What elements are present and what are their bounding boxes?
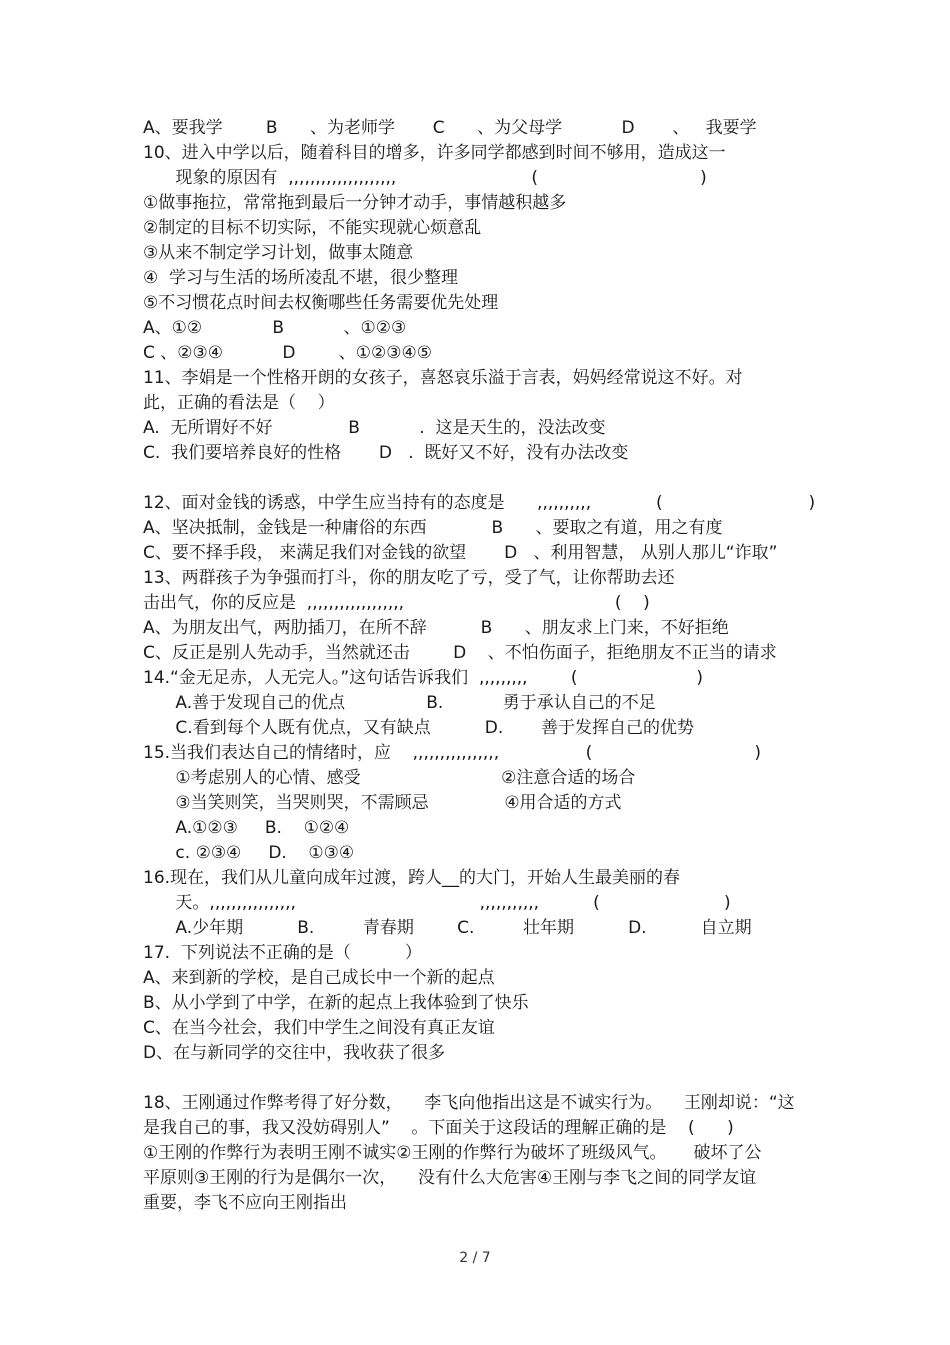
text-line: 10、进入中学以后，随着科目的增多，许多同学都感到时间不够用，造成这一 [143, 143, 726, 163]
text-line: 击出气，你的反应是 ,,,,,,,,,,,,,,,,,, ( ) [143, 593, 650, 613]
text-line: 现象的原因有 ,,,,,,,,,,,,,,,,,,,, ( ) [143, 168, 707, 188]
text-line: ④ 学习与生活的场所凌乱不堪，很少整理 [143, 268, 459, 288]
text-line: A.善于发现自己的优点 B. 勇于承认自己的不足 [143, 693, 656, 713]
text-line: ①王刚的作弊行为表明王刚不诚实②王刚的作弊行为破坏了班级风气。 破坏了公 [143, 1143, 762, 1163]
text-line: D、在与新同学的交往中，我收获了很多 [143, 1043, 446, 1063]
text-line: ③从来不制定学习计划，做事太随意 [143, 243, 414, 263]
text-line: 11、李娟是一个性格开朗的女孩子，喜怒哀乐溢于言表，妈妈经常说这不好。对 [143, 368, 743, 388]
text-line: C 、②③④ D 、①②③④⑤ [143, 343, 432, 363]
text-line: 重要，李飞不应向王刚指出 [143, 1193, 347, 1213]
text-line: C、在当今社会，我们中学生之间没有真正友谊 [143, 1018, 495, 1038]
text-line: A、来到新的学校，是自己成长中一个新的起点 [143, 968, 495, 988]
text-line: ⑤不习惯花点时间去权衡哪些任务需要优先处理 [143, 293, 499, 313]
text-line: 18、王刚通过作弊考得了好分数， 李飞向他指出这是不诚实行为。 王刚却说：“这 [143, 1093, 795, 1113]
text-line: 12、面对金钱的诱惑，中学生应当持有的态度是 ,,,,,,,,,, ( ) [143, 493, 816, 513]
text-line: 16.现在，我们从儿童向成年过渡，跨人__的大门，开始人生最美丽的春 [143, 868, 681, 888]
text-line: C. 我们要培养良好的性格 D . 既好又不好，没有办法改变 [143, 443, 629, 463]
text-line: 此，正确的看法是（ ） [143, 393, 335, 413]
text-line: B、从小学到了中学，在新的起点上我体验到了快乐 [143, 993, 529, 1013]
text-line: 是我自己的事，我又没妨碍别人” 。下面关于这段话的理解正确的是 ( ) [143, 1118, 734, 1138]
text-line: 天。,,,,,,,,,,,,,,,, ,,,,,,,,,,, ( ) [143, 893, 731, 913]
text-line: 13、两群孩子为争强而打斗，你的朋友吃了亏，受了气，让你帮助去还 [143, 568, 675, 588]
text-line: A.少年期 B. 青春期 C. 壮年期 D. 自立期 [143, 918, 752, 938]
text-line: ①考虑别人的心情、感受 ②注意合适的场合 [143, 768, 636, 788]
text-line: ②制定的目标不切实际，不能实现就心烦意乱 [143, 218, 482, 238]
text-line: A、坚决抵制，金钱是一种庸俗的东西 B 、要取之有道，用之有度 [143, 518, 723, 538]
text-line: ③当笑则笑，当哭则哭，不需顾忌 ④用合适的方式 [143, 793, 622, 813]
text-line: C.看到每个人既有优点，又有缺点 D. 善于发挥自己的优势 [143, 718, 695, 738]
text-line: A. 无所谓好不好 B . 这是天生的，没法改变 [143, 418, 606, 438]
text-line: A、要我学 B 、为老师学 C 、为父母学 D 、 我要学 [143, 118, 757, 138]
text-line: C、要不择手段， 来满足我们对金钱的欲望 D 、利用智慧， 从别人那儿“诈取” [143, 543, 778, 563]
text-line: c. ②③④ D. ①③④ [143, 843, 355, 863]
text-line: C、反正是别人先动手，当然就还击 D 、不怕伤面子，拒绝朋友不正当的请求 [143, 643, 777, 663]
text-line: A、①② B 、①②③ [143, 318, 407, 338]
text-line: 平原则③王刚的行为是偶尔一次， 没有什么大危害④王刚与李飞之间的同学友谊 [143, 1168, 757, 1188]
text-line: 17. 下列说法不正确的是（ ） [143, 943, 422, 963]
text-line: 14.“金无足赤，人无完人。”这句话告诉我们 ,,,,,,,,, ( ) [143, 668, 703, 688]
text-line: A、为朋友出气，两肋插刀，在所不辞 B 、朋友求上门来，不好拒绝 [143, 618, 729, 638]
text-line: 15.当我们表达自己的情绪时，应 ,,,,,,,,,,,,,,,, ( ) [143, 743, 761, 763]
page-number: 2 / 7 [459, 1250, 491, 1266]
text-line: A.①②③ B. ①②④ [143, 818, 350, 838]
text-line: ①做事拖拉，常常拖到最后一分钟才动手，事情越积越多 [143, 193, 567, 213]
